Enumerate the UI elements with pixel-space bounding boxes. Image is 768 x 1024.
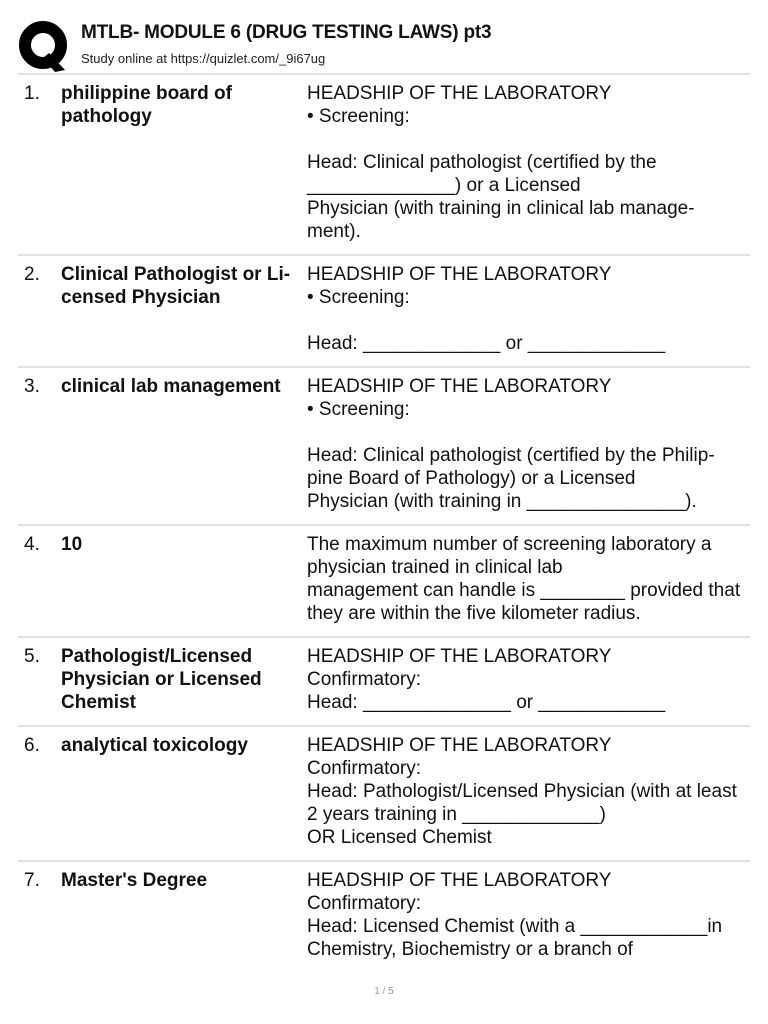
card-term: Pathologist/Licensed Physician or Licensed Chemist <box>61 646 262 713</box>
card-number: 3. <box>24 376 40 397</box>
flashcard-list <box>18 75 750 972</box>
card-number: 4. <box>24 534 40 555</box>
card-term: 10 <box>61 534 83 555</box>
flashcard-row <box>18 526 750 638</box>
quizlet-logo-icon <box>19 20 71 72</box>
card-number: 2. <box>24 264 40 285</box>
document-title: MTLB- MODULE 6 (DRUG TESTING LAWS) pt3 <box>81 22 492 43</box>
flashcard-row <box>18 638 750 727</box>
flashcard-row <box>18 75 750 256</box>
card-number: 1. <box>24 83 40 104</box>
card-definition: HEADSHIP OF THE LABORATORY • Screening: Head: Clinical pathologist (certified by the ______________) or a Licensed Physician (with training in clinical lab manage- ment). <box>307 83 695 242</box>
card-term: Clinical Pathologist or Li- censed Physician <box>61 264 291 308</box>
page-header <box>0 0 768 74</box>
card-number: 6. <box>24 735 40 756</box>
card-term: analytical toxicology <box>61 735 248 756</box>
flashcard-row <box>18 368 750 526</box>
card-definition: HEADSHIP OF THE LABORATORY • Screening: Head: Clinical pathologist (certified by the Philip- pine Board of Pathology) or a Licensed Physician (with training in _______________). <box>307 376 715 512</box>
flashcard-row <box>18 727 750 862</box>
flashcard-row <box>18 862 750 972</box>
study-online-link[interactable]: Study online at https://quizlet.com/_9i67ug <box>81 51 326 66</box>
card-number: 7. <box>24 870 40 891</box>
card-definition: HEADSHIP OF THE LABORATORY Confirmatory: Head: Licensed Chemist (with a ____________in Chemistry, Biochemistry or a branch of <box>307 870 723 960</box>
flashcard-row <box>18 256 750 368</box>
card-definition: HEADSHIP OF THE LABORATORY • Screening: Head: _____________ or _____________ <box>307 264 666 354</box>
card-definition: HEADSHIP OF THE LABORATORY Confirmatory: Head: ______________ or ____________ <box>307 646 666 713</box>
card-number: 5. <box>24 646 40 667</box>
card-term: philippine board of pathology <box>61 83 232 127</box>
card-definition: HEADSHIP OF THE LABORATORY Confirmatory: Head: Pathologist/Licensed Physician (with at least 2 years training in _____________) OR Licensed Chemist <box>307 735 737 848</box>
card-term: clinical lab management <box>61 376 281 397</box>
page-indicator: 1 / 5 <box>374 986 394 997</box>
card-term: Master's Degree <box>61 870 208 891</box>
card-definition: The maximum number of screening laboratory a physician trained in clinical lab management can handle is ________ provided that they are within the five kilometer radius. <box>307 534 741 624</box>
